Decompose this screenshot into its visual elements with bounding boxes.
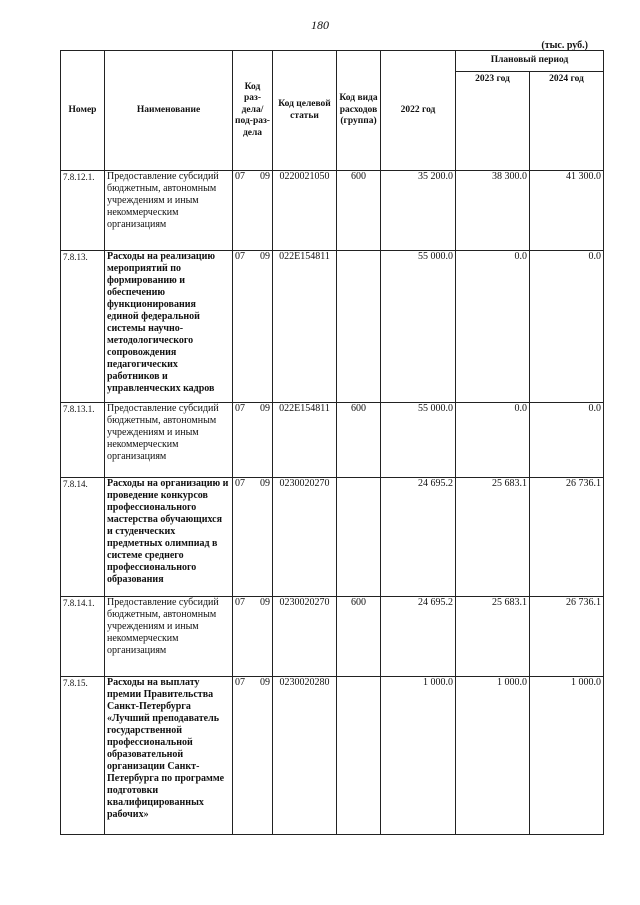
row-section: 07 xyxy=(235,597,245,608)
row-subsection: 09 xyxy=(260,403,270,414)
row-name: Расходы на организацию и проведение конкурсов профессионального мастерства обучающихся и студенческих предметных олимпиад в системе среднего профессионального образования xyxy=(105,478,233,597)
row-target-code: 022Е154811 xyxy=(273,251,337,403)
row-amount-2023: 0.0 xyxy=(456,251,530,403)
row-name: Расходы на реализацию мероприятий по формированию и обеспечению функционирования единой федеральной системы научно-методологического сопровождения педагогических работников и управленческих кадров xyxy=(105,251,233,403)
row-section: 07 xyxy=(235,403,245,414)
row-expense-code: 600 xyxy=(337,403,381,478)
row-amount-2023: 25 683.1 xyxy=(456,478,530,597)
row-subsection: 09 xyxy=(260,677,270,688)
table-row xyxy=(61,597,604,677)
row-number: 7.8.14. xyxy=(61,478,105,597)
row-section-code xyxy=(233,251,273,403)
row-target-code: 022Е154811 xyxy=(273,403,337,478)
row-amount-2024: 1 000.0 xyxy=(530,677,604,835)
header-planned-period: Плановый период xyxy=(456,51,604,72)
header-year-2024: 2024 год xyxy=(530,72,604,171)
row-amount-2022: 55 000.0 xyxy=(381,251,456,403)
row-name: Предоставление субсидий бюджетным, автономным учреждениям и иным некоммерческим организациям xyxy=(105,171,233,251)
row-target-code: 0230020270 xyxy=(273,478,337,597)
row-target-code: 0230020270 xyxy=(273,597,337,677)
row-amount-2024: 26 736.1 xyxy=(530,597,604,677)
row-section-code xyxy=(233,478,273,597)
table-row xyxy=(61,677,604,835)
row-section: 07 xyxy=(235,478,245,489)
row-expense-code: 600 xyxy=(337,171,381,251)
units-label: (тыс. руб.) xyxy=(541,40,588,51)
row-name: Предоставление субсидий бюджетным, автономным учреждениям и иным некоммерческим организациям xyxy=(105,403,233,478)
row-section-code xyxy=(233,597,273,677)
page-number: 180 xyxy=(311,18,329,32)
row-expense-code xyxy=(337,478,381,597)
row-name: Предоставление субсидий бюджетным, автономным учреждениям и иным некоммерческим организациям xyxy=(105,597,233,677)
row-name: Расходы на выплату премии Правительства Санкт-Петербурга «Лучший преподаватель государственной профессиональной образовательной организации Санкт-Петербурга по программе подготовки квалифицированных рабочих» xyxy=(105,677,233,835)
row-amount-2023: 38 300.0 xyxy=(456,171,530,251)
row-target-code: 0230020280 xyxy=(273,677,337,835)
row-expense-code xyxy=(337,677,381,835)
row-subsection: 09 xyxy=(260,597,270,608)
table-row xyxy=(61,478,604,597)
budget-table xyxy=(60,50,604,835)
row-amount-2024: 41 300.0 xyxy=(530,171,604,251)
header-target: Код целевой статьи xyxy=(273,51,337,171)
table-row xyxy=(61,403,604,478)
row-subsection: 09 xyxy=(260,251,270,262)
row-number: 7.8.13.1. xyxy=(61,403,105,478)
row-target-code: 0220021050 xyxy=(273,171,337,251)
table-row xyxy=(61,251,604,403)
row-amount-2024: 0.0 xyxy=(530,403,604,478)
row-section-code xyxy=(233,677,273,835)
row-section-code xyxy=(233,171,273,251)
row-subsection: 09 xyxy=(260,171,270,182)
row-expense-code xyxy=(337,251,381,403)
row-expense-code: 600 xyxy=(337,597,381,677)
row-section: 07 xyxy=(235,171,245,182)
row-amount-2022: 55 000.0 xyxy=(381,403,456,478)
row-subsection: 09 xyxy=(260,478,270,489)
header-year-2022: 2022 год xyxy=(381,51,456,171)
row-number: 7.8.13. xyxy=(61,251,105,403)
row-amount-2023: 1 000.0 xyxy=(456,677,530,835)
row-amount-2022: 24 695.2 xyxy=(381,597,456,677)
row-section: 07 xyxy=(235,251,245,262)
header-expense: Код вида расходов (группа) xyxy=(337,51,381,171)
row-section-code xyxy=(233,403,273,478)
header-year-2023: 2023 год xyxy=(456,72,530,171)
row-amount-2024: 26 736.1 xyxy=(530,478,604,597)
table-row xyxy=(61,171,604,251)
header-number: Номер xyxy=(61,51,105,171)
row-section: 07 xyxy=(235,677,245,688)
row-number: 7.8.12.1. xyxy=(61,171,105,251)
row-number: 7.8.15. xyxy=(61,677,105,835)
row-amount-2023: 0.0 xyxy=(456,403,530,478)
header-name: Наименование xyxy=(105,51,233,171)
row-amount-2022: 1 000.0 xyxy=(381,677,456,835)
row-amount-2023: 25 683.1 xyxy=(456,597,530,677)
row-amount-2022: 35 200.0 xyxy=(381,171,456,251)
row-amount-2024: 0.0 xyxy=(530,251,604,403)
table-body xyxy=(61,171,604,835)
row-number: 7.8.14.1. xyxy=(61,597,105,677)
row-amount-2022: 24 695.2 xyxy=(381,478,456,597)
header-section: Код раз-дела/ под-раз-дела xyxy=(233,51,273,171)
